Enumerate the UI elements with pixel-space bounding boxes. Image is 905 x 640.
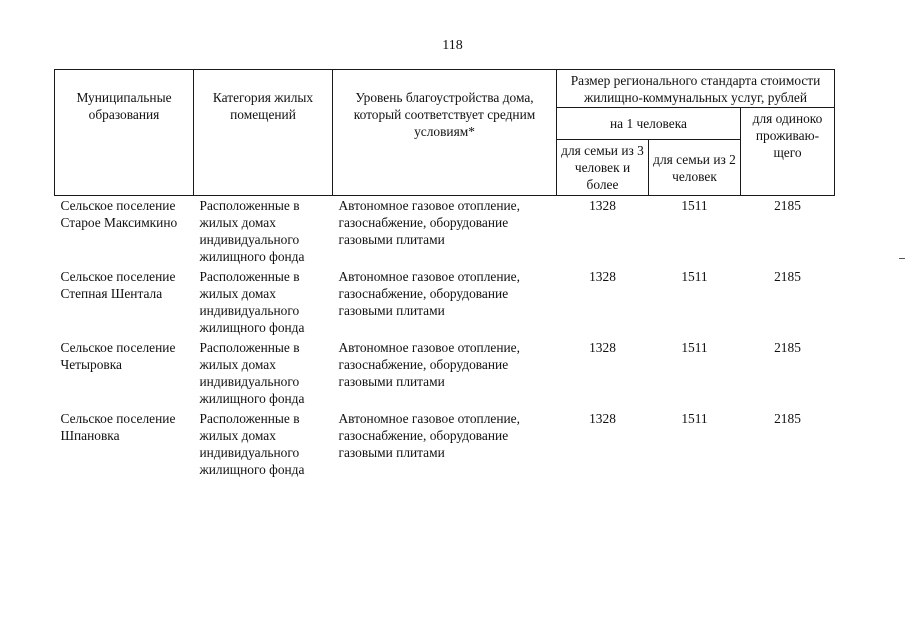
cell-municipality: Сельское поселение Старое Максимкино: [60, 198, 178, 230]
cell-category: Расположенные в жилых домах индивидуального жилищного фонда: [199, 411, 305, 477]
cell-single: 2185: [774, 340, 801, 355]
header-level: Уровень благоустройства дома, который соответствует средним условиям*: [333, 70, 557, 196]
cell-category: Расположенные в жилых домах индивидуального жилищного фонда: [199, 340, 305, 406]
cell-single: 2185: [774, 269, 801, 284]
cell-municipality: Сельское поселение Четыровка: [60, 340, 176, 372]
header-regional-standard: Размер регионального стандарта стоимости жилищно-коммунальных услуг, рублей: [557, 70, 835, 108]
table-row: [55, 339, 835, 410]
page-number: 118: [442, 38, 463, 53]
cell-category: Расположенные в жилых домах индивидуального жилищного фонда: [199, 269, 305, 335]
cell-municipality: Сельское поселение Степная Шентала: [60, 269, 176, 301]
table-row: [55, 410, 835, 481]
header-per-person: на 1 человека: [557, 108, 741, 140]
tariff-table: [54, 69, 835, 481]
cell-family-2: 1511: [681, 198, 708, 213]
header-family-2: для семьи из 2 человек: [649, 140, 741, 196]
cell-level: Автономное газовое отопление, газоснабжение, оборудование газовыми плитами: [338, 411, 520, 460]
cell-family-2: 1511: [681, 411, 708, 426]
cell-family-3: 1328: [589, 198, 616, 213]
table-body: [55, 196, 835, 482]
cell-municipality: Сельское поселение Шпановка: [60, 411, 176, 443]
header-category: Категория жилых помещений: [194, 70, 333, 196]
cell-category: Расположенные в жилых домах индивидуального жилищного фонда: [199, 198, 305, 264]
cell-level: Автономное газовое отопление, газоснабжение, оборудование газовыми плитами: [338, 269, 520, 318]
table-row: [55, 268, 835, 339]
cell-single: 2185: [774, 198, 801, 213]
cell-level: Автономное газовое отопление, газоснабжение, оборудование газовыми плитами: [338, 340, 520, 389]
table-row: [55, 196, 835, 269]
cell-family-2: 1511: [681, 269, 708, 284]
table-header: [55, 70, 835, 196]
header-municipal: Муниципальные образования: [55, 70, 194, 196]
margin-mark: [899, 258, 905, 259]
cell-single: 2185: [774, 411, 801, 426]
header-single: для одиноко проживаю-щего: [741, 108, 835, 196]
cell-family-2: 1511: [681, 340, 708, 355]
cell-family-3: 1328: [589, 411, 616, 426]
cell-family-3: 1328: [589, 340, 616, 355]
cell-level: Автономное газовое отопление, газоснабжение, оборудование газовыми плитами: [338, 198, 520, 247]
header-family-3: для семьи из 3 человек и более: [557, 140, 649, 196]
cell-family-3: 1328: [589, 269, 616, 284]
